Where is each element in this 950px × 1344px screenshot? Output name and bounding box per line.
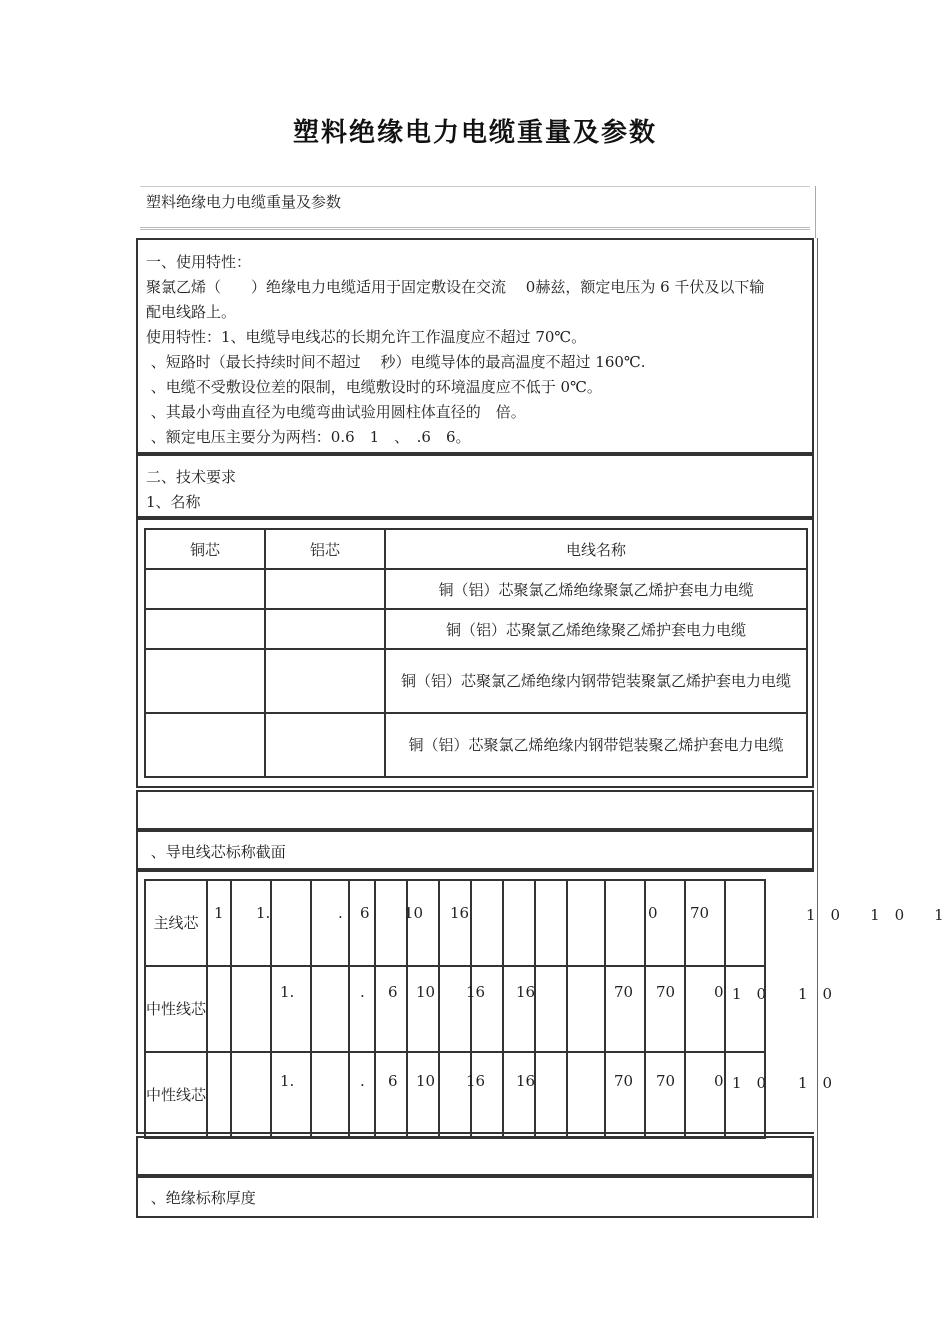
header-name: 电线名称 <box>385 529 807 569</box>
cell-value: 70 <box>614 1072 634 1090</box>
empty-row <box>136 790 814 830</box>
row-label-neutral: 中性线芯 <box>145 1052 207 1138</box>
usage-line: 、其最小弯曲直径为电缆弯曲试验用圆柱体直径的 倍。 <box>146 403 526 421</box>
row-label-neutral: 中性线芯 <box>145 966 207 1052</box>
usage-line: 使用特性：1、电缆导电线芯的长期允许工作温度应不超过 70℃。 <box>146 328 587 346</box>
header-aluminium: 铝芯 <box>265 529 385 569</box>
divider <box>815 186 816 238</box>
cell-value: 10 <box>404 904 424 922</box>
cell-value: 1 0 <box>732 985 767 1003</box>
cell-value: 70 <box>656 1072 676 1090</box>
cell-value: 1 0 1 0 1 <box>806 906 944 924</box>
cell-value: 70 <box>614 983 634 1001</box>
table-cell <box>265 649 385 713</box>
table-cell <box>265 713 385 777</box>
header-label: 塑料绝缘电力电缆重量及参数 <box>146 193 342 211</box>
cell-value: 16 <box>450 904 470 922</box>
cell-value: 1 0 <box>732 1074 767 1092</box>
table-cell <box>265 569 385 609</box>
usage-line: 聚氯乙烯（ ）绝缘电力电缆适用于固定敷设在交流 0赫兹，额定电压为 6 千伏及以下输 <box>146 278 765 296</box>
cell-value: 0 <box>714 1072 724 1090</box>
cell-value: 0 <box>648 904 658 922</box>
header-box <box>140 186 810 230</box>
cell-value: 16 <box>516 983 536 1001</box>
cell-value: 0 <box>714 983 724 1001</box>
cell-value: 6 <box>388 1072 398 1090</box>
cell-value: 1. <box>280 1072 295 1090</box>
table-cell <box>145 569 265 609</box>
usage-line: 配电线路上。 <box>146 303 237 321</box>
header-copper: 铜芯 <box>145 529 265 569</box>
cell-value: 70 <box>690 904 710 922</box>
cell-value: 6 <box>360 904 370 922</box>
cell-value: 16 <box>516 1072 536 1090</box>
usage-line: 、短路时（最长持续时间不超过 秒）电缆导体的最高温度不超过 160℃. <box>146 353 646 371</box>
cross-section-heading: 、导电线芯标称截面 <box>146 843 286 861</box>
cell-value: 16 <box>466 1072 486 1090</box>
usage-heading: 一、使用特性： <box>146 253 252 271</box>
page-title: 塑料绝缘电力电缆重量及参数 <box>292 118 657 148</box>
table-cell: 铜（铝）芯聚氯乙烯绝缘内钢带铠装聚乙烯护套电力电缆 <box>385 713 807 777</box>
cell-value: 1. <box>280 983 295 1001</box>
cell-value: 1 0 <box>798 985 833 1003</box>
table-cell: 铜（铝）芯聚氯乙烯绝缘内钢带铠装聚氯乙烯护套电力电缆 <box>385 649 807 713</box>
usage-section <box>136 238 814 454</box>
cell-value: 1 0 <box>798 1074 833 1092</box>
cell-value: . <box>338 904 343 922</box>
table-cell <box>145 649 265 713</box>
cell-value: . <box>360 983 365 1001</box>
usage-line: 、额定电压主要分为两档：0.6 1 、 .6 6。 <box>146 428 471 446</box>
usage-line: 、电缆不受敷设位差的限制，电缆敷设时的环境温度应不低于 0℃。 <box>146 378 602 396</box>
cell-value: 10 <box>416 983 436 1001</box>
cell-value: . <box>360 1072 365 1090</box>
insulation-heading: 、绝缘标称厚度 <box>146 1189 256 1207</box>
cell-value: 10 <box>416 1072 436 1090</box>
tech-heading: 二、技术要求 <box>146 468 237 486</box>
name-table <box>144 528 808 778</box>
tech-section <box>136 454 814 518</box>
table-cell <box>265 609 385 649</box>
cross-section-heading-box <box>136 830 814 870</box>
empty-row <box>136 1136 814 1176</box>
row-label-main: 主线芯 <box>145 880 207 966</box>
cell-value: 1 <box>214 904 224 922</box>
table-cell <box>145 609 265 649</box>
cell-value: 16 <box>466 983 486 1001</box>
insulation-heading-box <box>136 1176 814 1218</box>
cell-value: 6 <box>388 983 398 1001</box>
divider <box>817 238 818 1218</box>
cell-value: 1. <box>256 904 271 922</box>
tech-sub: 1、名称 <box>146 493 201 511</box>
table-cell <box>145 713 265 777</box>
cell-value: 70 <box>656 983 676 1001</box>
table-cell: 铜（铝）芯聚氯乙烯绝缘聚乙烯护套电力电缆 <box>385 609 807 649</box>
table-cell: 铜（铝）芯聚氯乙烯绝缘聚氯乙烯护套电力电缆 <box>385 569 807 609</box>
